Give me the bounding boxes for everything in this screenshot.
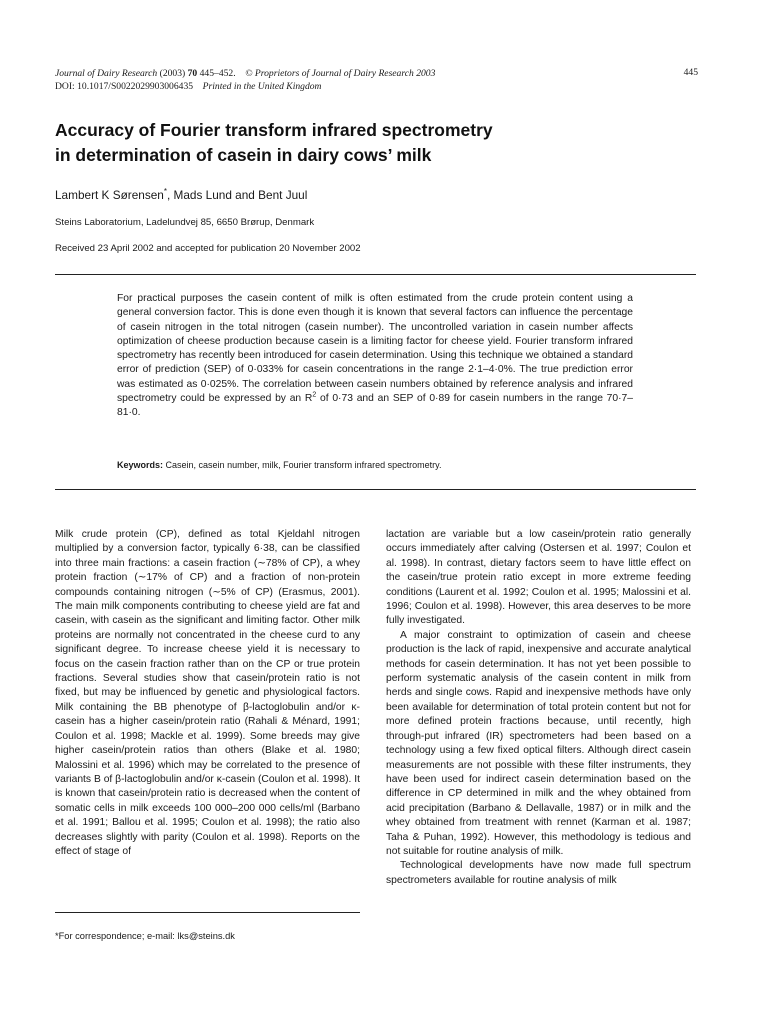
title-line-2: in determination of casein in dairy cows’ milk (55, 145, 432, 165)
keywords-label: Keywords: (117, 460, 164, 470)
body-paragraph-continued: lactation are variable but a low casein/protein ratio generally occurs immediately after calving (Ostersen et al. 1997; Coulon et al. 1998). In contrast, dietary factors seem to have little effect on the casein/true protein ratio except in more extreme feeding conditions (Laurent et al. 1992; Coulon et al. 1995; Malossini et al. 1996; Coulon et al. 1998). However, this area deserves to be more fully investigated. (386, 529, 691, 627)
abstract (117, 292, 633, 421)
abstract-superscript: 2 (312, 391, 317, 399)
journal-volume: 70 (187, 68, 198, 79)
received-dates: Received 23 April 2002 and accepted for publication 20 November 2002 (55, 243, 361, 254)
author-corresponding: Lambert K Sørensen (55, 187, 164, 202)
divider-bottom (55, 489, 696, 490)
printed-notice: Printed in the United Kingdom (202, 81, 322, 92)
correspondence-marker: * (163, 187, 167, 196)
body-column-right (386, 528, 691, 888)
body-paragraph-1: Milk crude protein (CP), defined as total Kjeldahl nitrogen multiplied by a conversion factor, typically 6·38, can be classified into three main fractions: a casein fraction (∼78% of CP), a whey protein fraction (∼17% of CP) and a fraction of non-protein compounds containing nitrogen (∼5% of CP) (Erasmus, 2001). The main milk components contributing to cheese yield are fat and casein, with casein as the significant and limiting factor. Other milk proteins are normally not concentrated in the cheese curd to any significant degree. To increase cheese yield it is necessary to focus on the casein fraction rather than on the CP or true protein fractions. Several studies show that casein/protein ratio is not fixed, but may be influenced by genetic and physiological factors. Milk containing the BB phenotype of β-lactoglobulin and/or κ-casein has a higher casein/protein ratio (Rahali & Ménard, 1991; Coulon et al. 1998; Mackle et al. 1999). Some breeds may give higher casein/protein ratios than others (Blake et al. 1980; Malossini et al. 1996) which may be correlated to the presence of variants B of β-lactoglobulin and/or κ-casein (Coulon et al. 1998). It is known that casein/protein ratio is decreased when the content of somatic cells in milk exceeds 100 000–200 000 cells/ml (Barbano et al. 1991; Ballou et al. 1995; Coulon et al. 1998); the ratio also decreases slightly with parity (Coulon et al. 1998). Reports on the effect of stage of (55, 529, 360, 857)
body-paragraph-3: Technological developments have now made full spectrum spectrometers available for routine analysis of milk (386, 860, 691, 886)
copyright-notice: © Proprietors of Journal of Dairy Research 2003 (245, 68, 436, 79)
author-list (55, 184, 695, 203)
footnote-divider (55, 912, 360, 913)
keywords-list: Casein, casein number, milk, Fourier transform infrared spectrometry. (165, 460, 442, 470)
body-column-left (55, 528, 360, 859)
doi: DOI: 10.1017/S0022029903006435 (55, 81, 194, 92)
affiliation: Steins Laboratorium, Ladelundvej 85, 6650 Brørup, Denmark (55, 217, 315, 228)
abstract-text: For practical purposes the casein content of milk is often estimated from the crude protein content using a general conversion factor. This is done even though it is known that several factors can influence the percentage of casein nitrogen in the total nitrogen (casein number). The uncontrolled variation in casein number affects optimization of cheese production because casein is a limiting factor for cheese yield. Fourier transform infrared spectrometry has recently been introduced for casein determination. Using this technique we obtained a standard error of prediction (SEP) of 0·033% for casein concentrations in the range 2·1–4·0%. The true prediction error was estimated as 0·025%. The correlation between casein numbers obtained by reference analysis and infrared spectrometry could be expressed by an R (117, 293, 633, 405)
page-number: 445 (683, 67, 698, 78)
journal-year: (2003) (159, 68, 186, 79)
journal-name: Journal of Dairy Research (55, 68, 158, 79)
body-paragraph-2: A major constraint to optimization of casein and cheese production is the lack of rapid, inexpensive and accurate analytical methods for casein determination. It has not yet been possible to perform systematic analysis of the casein content in milk from herds and single cows. Rapid and inexpensive methods have only been available for determination of total protein content but not for more defined protein fractions because, until recently, high through-put infrared (IR) spectrometers had been based on a technology using a few fixed optical filters. Although direct casein measurements are not possible with these filter instruments, they have been used for indirect casein determination based on the difference in CP determined in milk and the whey obtained from acid precipitation (Barbano & Dellavalle, 1987) or in milk and the whey obtained from treatment with rennet (Karman et al. 1987; Taha & Puhan, 1992). However, this methodology is tedious and not suitable for routine analysis of milk. (386, 629, 691, 857)
correspondence-footnote: *For correspondence; e-mail: lks@steins.dk (55, 931, 235, 941)
citation-line (55, 67, 695, 80)
keywords (117, 459, 633, 472)
title-line-1: Accuracy of Fourier transform infrared spectrometry (55, 120, 493, 140)
running-head (55, 67, 695, 93)
abstract-text-end: of 0·73 and an SEP of 0·89 for casein numbers in the range 70·7–81·0. (117, 393, 634, 419)
divider-top (55, 274, 696, 275)
journal-pages: 445–452. (199, 68, 236, 79)
doi-line (55, 80, 695, 93)
author-others: , Mads Lund and Bent Juul (166, 187, 308, 202)
article-title (55, 118, 695, 168)
